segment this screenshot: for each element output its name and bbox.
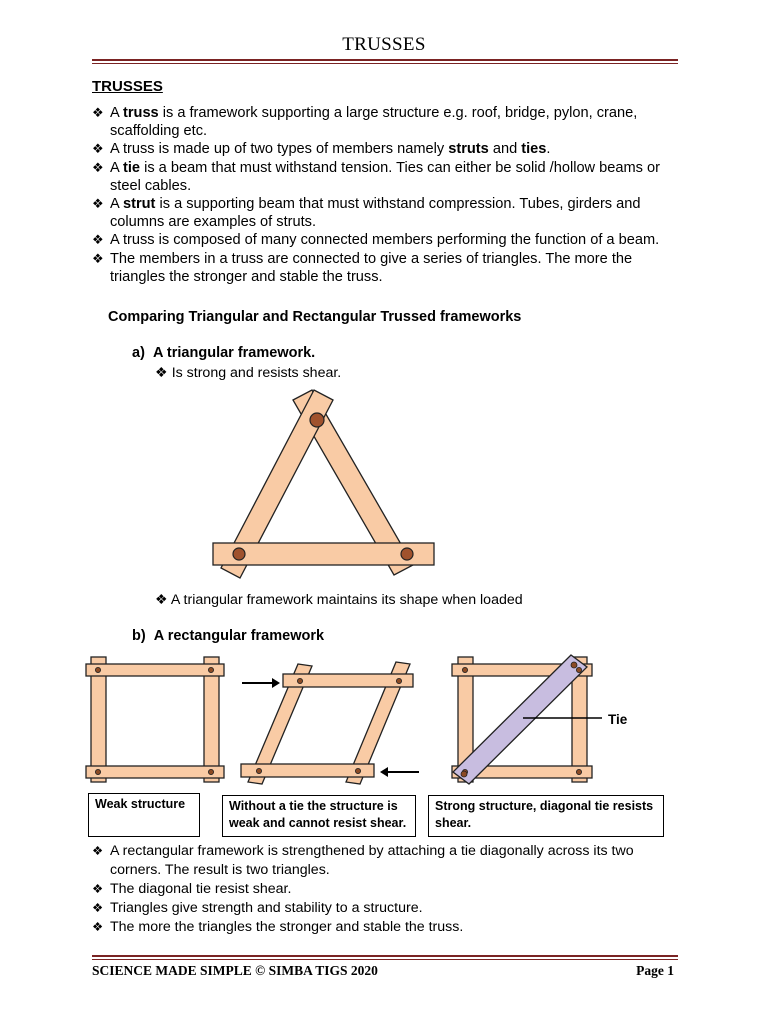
list-item: ❖ A strut is a supporting beam that must withstand compression. Tubes, girders and columns are examples of struts. bbox=[92, 196, 641, 231]
weak-structure-caption: Weak structure bbox=[88, 793, 200, 837]
figure-title: Comparing Triangular and Rectangular Trussed frameworks bbox=[108, 309, 522, 325]
no-tie-caption: Without a tie the structure is weak and cannot resist shear. bbox=[222, 795, 416, 837]
sheared-rectangle-illustration bbox=[236, 652, 426, 787]
list-item: ❖ A tie is a beam that must withstand tension. Ties can either be solid /hollow beams or steel cables. bbox=[92, 159, 660, 194]
push-arrow-right-icon bbox=[242, 678, 280, 688]
list-item: ❖ A rectangular framework is strengthened by attaching a tie diagonally across its two corners. The result is two triangles. bbox=[92, 843, 634, 878]
bullet-diamond-icon: ❖ bbox=[92, 196, 104, 212]
footer-rule-thin bbox=[92, 959, 678, 960]
list-item: ❖ A truss is made up of two types of members namely struts and ties. bbox=[92, 141, 551, 158]
definition-list bbox=[92, 104, 682, 286]
part-a-heading: a) A triangular framework. bbox=[132, 345, 316, 361]
list-item: ❖ A truss is composed of many connected members performing the function of a beam. bbox=[92, 232, 660, 249]
tie-label: Tie bbox=[608, 712, 628, 727]
bullet-diamond-icon: ❖ bbox=[92, 250, 104, 266]
bullet-diamond-icon: ❖ bbox=[92, 901, 104, 915]
left-pin bbox=[233, 548, 245, 560]
bullet-diamond-icon: ❖ bbox=[92, 141, 104, 157]
part-b-heading: b) A rectangular framework bbox=[132, 628, 325, 644]
bullet-diamond-icon: ❖ bbox=[92, 844, 104, 858]
section-heading: TRUSSES bbox=[92, 78, 163, 95]
bullet-diamond-icon: ❖ bbox=[92, 159, 104, 175]
top-pin bbox=[310, 413, 324, 427]
bullet-diamond-icon: ❖ bbox=[92, 105, 104, 120]
part-a-caption: ❖ A triangular framework maintains its shape when loaded bbox=[155, 592, 523, 608]
bullet-diamond-icon: ❖ bbox=[92, 920, 104, 934]
part-a-note: ❖ Is strong and resists shear. bbox=[155, 365, 342, 381]
bullet-diamond-icon: ❖ bbox=[92, 232, 104, 248]
header-rule bbox=[92, 59, 678, 61]
summary-list bbox=[92, 842, 672, 937]
push-arrow-left-icon bbox=[380, 767, 419, 777]
header-rule-thin bbox=[92, 63, 678, 64]
list-item: ❖ The diagonal tie resist shear. bbox=[92, 881, 292, 897]
bullet-diamond-icon: ❖ bbox=[155, 365, 168, 381]
right-pin bbox=[401, 548, 413, 560]
list-item: ❖ A truss is a framework supporting a large structure e.g. roof, bridge, pylon, crane, scaffolding etc. bbox=[92, 105, 638, 140]
strong-structure-caption: Strong structure, diagonal tie resists shear. bbox=[428, 795, 664, 837]
bullet-diamond-icon: ❖ bbox=[155, 592, 168, 608]
list-item: ❖ Triangles give strength and stability to a structure. bbox=[92, 900, 423, 916]
weak-rectangle-illustration bbox=[85, 652, 235, 787]
page-header-title: TRUSSES bbox=[342, 34, 426, 55]
footer-rule bbox=[92, 955, 678, 957]
bullet-diamond-icon: ❖ bbox=[92, 882, 104, 896]
triangular-framework-illustration bbox=[200, 380, 450, 585]
list-item: ❖ The more the triangles the stronger and stable the truss. bbox=[92, 919, 464, 935]
footer-copyright: SCIENCE MADE SIMPLE © SIMBA TIGS 2020 bbox=[92, 963, 378, 978]
list-item: ❖ The members in a truss are connected to give a series of triangles. The more the triangles the stronger and stable the truss. bbox=[92, 250, 633, 285]
page-number: Page 1 bbox=[636, 963, 674, 978]
